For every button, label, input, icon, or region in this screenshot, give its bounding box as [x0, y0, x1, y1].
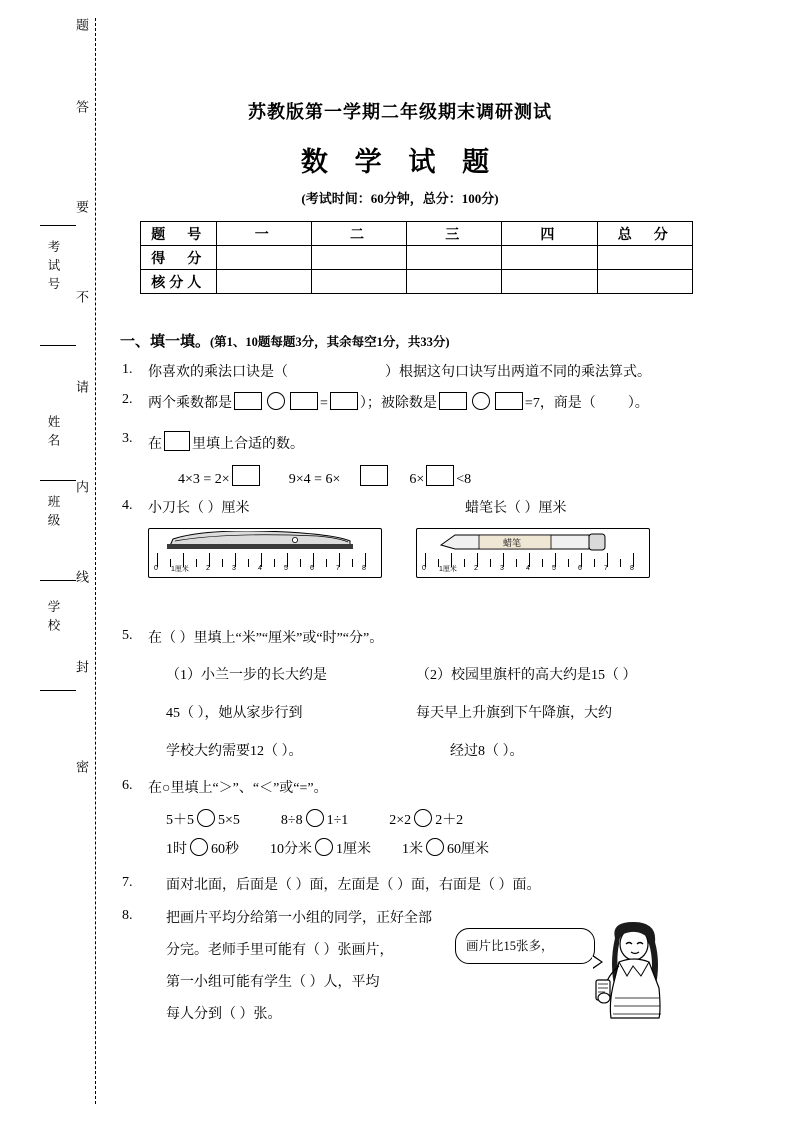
score-cell-input[interactable]	[311, 270, 406, 294]
strip-char-5: 内	[74, 480, 89, 499]
q3-box[interactable]	[164, 431, 190, 451]
strip-char-1: 答	[74, 100, 89, 119]
ruler-left	[148, 528, 382, 578]
q2-box-4[interactable]	[439, 392, 467, 410]
score-cell-input[interactable]	[502, 246, 597, 270]
q6-c2: 2＋2	[435, 813, 464, 828]
score-cell-input[interactable]	[597, 246, 692, 270]
section-heading	[120, 330, 450, 351]
exam-info: (考试时间：60分钟，总分：100分)	[301, 191, 499, 206]
score-cell: 四	[502, 222, 597, 246]
strip-field-school: 学校	[46, 600, 60, 637]
score-cell: 总 分	[597, 222, 692, 246]
q2-text-c: 7，商是（	[532, 396, 596, 411]
question-3	[148, 431, 304, 456]
page-title: 苏教版第一学期二年级期末调研测试	[248, 102, 552, 122]
ruler2-tick-2: 2	[474, 565, 478, 572]
q6-f1: 1米	[402, 842, 423, 857]
q2-text-d: ）。	[627, 396, 649, 411]
section-heading-text: 一、填一填。	[120, 334, 211, 350]
score-cell-input[interactable]	[407, 270, 502, 294]
q6-circle-3[interactable]	[414, 809, 432, 827]
question-5-right-3: 经过8（ ）。	[450, 744, 524, 759]
q3-text-a: 在	[148, 437, 162, 452]
q3-blank-3[interactable]	[426, 465, 454, 486]
strip-rule-2	[40, 480, 76, 481]
ruler-tick-2: 2	[206, 565, 210, 572]
question-5-right-2: 每天早上升旗到下午降旗，大约	[416, 706, 612, 721]
speech-bubble-text: 画片比15张多，	[466, 939, 554, 953]
binding-strip	[0, 0, 118, 1122]
score-cell-input[interactable]	[311, 246, 406, 270]
strip-char-0: 题	[74, 18, 89, 37]
question-5-number: 5.	[122, 628, 133, 643]
question-4-left-label: 小刀长（ ）厘米	[148, 501, 250, 516]
main-content	[120, 0, 793, 1122]
question-2: 两个乘数都是 = ）；被除数是 =7，商是（ ）。	[148, 392, 649, 415]
score-row-label: 核分人	[141, 270, 217, 294]
strip-char-2: 要	[74, 200, 89, 219]
q6-circle-1[interactable]	[197, 809, 215, 827]
q3-blank-2[interactable]	[360, 465, 388, 486]
table-row	[141, 270, 693, 294]
ruler2-tick-7: 7	[604, 565, 608, 572]
score-cell: 一	[216, 222, 311, 246]
strip-char-8: 密	[74, 760, 89, 779]
q6-circle-6[interactable]	[426, 838, 444, 856]
score-cell-input[interactable]	[502, 270, 597, 294]
question-5-text: 在（ ）里填上“米”“厘米”或“时”“分”。	[148, 631, 384, 646]
subject-title: 数 学 试 题	[300, 147, 500, 177]
question-8-number: 8.	[122, 908, 133, 923]
q1-text-b: ）根据这句口诀写出两道不同的乘法算式。	[385, 365, 651, 380]
strip-field-class: 班级	[46, 495, 60, 532]
q6-f2: 60厘米	[447, 842, 489, 857]
question-4-number: 4.	[122, 498, 133, 513]
q2-box-5[interactable]	[495, 392, 523, 410]
score-cell: 二	[311, 222, 406, 246]
strip-rule-3	[40, 580, 76, 581]
ruler-unit-label: 1厘米	[171, 566, 189, 573]
girl-illustration	[575, 920, 685, 1020]
strip-rule-1	[40, 345, 76, 346]
knife-icon	[167, 531, 353, 551]
question-3-number: 3.	[122, 431, 133, 446]
ruler2-unit-label: 1厘米	[439, 566, 457, 573]
question-5-left-2: 45（ ），她从家步行到	[166, 706, 303, 721]
question-8-line-4: 每人分到（ ）张。	[166, 1007, 282, 1022]
strip-rule-0	[40, 225, 76, 226]
q6-b1: 8÷8	[280, 813, 303, 828]
strip-char-4: 请	[74, 380, 89, 399]
q6-c1: 2×2	[389, 813, 412, 828]
crayon-label: 蜡笔	[503, 538, 522, 548]
strip-field-name: 姓名	[46, 415, 60, 452]
score-cell-input[interactable]	[216, 270, 311, 294]
strip-char-7: 封	[74, 660, 89, 679]
ruler2-tick-3: 3	[500, 565, 504, 572]
question-8-line-3: 第一小组可能有学生（ ）人，平均	[166, 975, 380, 990]
ruler-tick-8: 8	[362, 565, 366, 572]
question-7-text: 面对北面，后面是（ ）面，左面是（ ）面，右面是（ ）面。	[166, 878, 541, 893]
strip-rule-4	[40, 690, 76, 691]
q2-text-a: 两个乘数都是	[148, 396, 232, 411]
q6-a2: 5×5	[218, 813, 240, 828]
speech-bubble	[455, 928, 595, 964]
q6-circle-5[interactable]	[315, 838, 333, 856]
question-7-number: 7.	[122, 875, 133, 890]
q2-text-b: ）；被除数是	[359, 396, 437, 411]
ruler-tick-6: 6	[310, 565, 314, 572]
q2-box-1[interactable]	[234, 392, 262, 410]
table-row	[141, 246, 693, 270]
q3-text-b: 里填上合适的数。	[192, 437, 304, 452]
q6-d2: 60秒	[211, 842, 239, 857]
ruler-with-knife	[148, 528, 382, 578]
question-5-right-1: （2）校园里旗杆的高大约是15（ ）	[416, 668, 637, 683]
ruler-right	[416, 528, 650, 578]
question-6-row-2	[166, 838, 489, 861]
question-1	[148, 362, 651, 384]
question-4-right-label: 蜡笔长（ ）厘米	[465, 501, 567, 516]
section-heading-note: (第1、10题每题3分，其余每空1分，共33分)	[210, 335, 450, 349]
ruler-tick-5: 5	[284, 565, 288, 572]
score-cell-input[interactable]	[407, 246, 502, 270]
q3-expr-2: 9×4 = 6×	[288, 472, 341, 487]
question-5-left-1: （1）小兰一步的长大约是	[166, 668, 327, 683]
q2-operator-circle-2[interactable]	[472, 392, 490, 410]
score-cell: 三	[407, 222, 502, 246]
question-2-number: 2.	[122, 392, 133, 407]
q6-a1: 5＋5	[166, 813, 194, 828]
q6-b2: 1÷1	[326, 813, 349, 828]
ruler-tick-0: 0	[154, 565, 158, 572]
q3-expr-1: 4×3 = 2×	[178, 472, 230, 487]
ruler2-tick-6: 6	[578, 565, 582, 572]
q1-text-a: 你喜欢的乘法口诀是（	[148, 365, 288, 380]
question-5-left-3: 学校大约需要12（ ）。	[166, 744, 303, 759]
q6-circle-2[interactable]	[306, 809, 324, 827]
ruler2-tick-4: 4	[526, 565, 530, 572]
crayon-icon	[439, 529, 615, 555]
question-8-line-2: 分完。老师手里可能有（ ）张画片，	[166, 943, 394, 958]
question-8-line-1: 把画片平均分给第一小组的同学，正好全部	[166, 911, 432, 926]
q2-box-3[interactable]	[330, 392, 358, 410]
score-table	[140, 221, 693, 294]
strip-field-exam-no: 考试号	[46, 240, 60, 296]
q3-blank-1[interactable]	[232, 465, 260, 486]
score-cell-input[interactable]	[597, 270, 692, 294]
dashed-vertical-line	[95, 18, 96, 1104]
ruler-tick-4: 4	[258, 565, 262, 572]
strip-char-3: 不	[74, 290, 89, 309]
question-6-text: 在○里填上“＞”、“＜”或“=”。	[148, 781, 328, 796]
q2-box-2[interactable]	[290, 392, 318, 410]
q2-operator-circle-1[interactable]	[267, 392, 285, 410]
score-row-label: 得 分	[141, 246, 217, 270]
ruler2-tick-8: 8	[630, 565, 634, 572]
question-6-row-1	[166, 809, 463, 832]
q6-e2: 1厘米	[336, 842, 371, 857]
q6-e1: 10分米	[270, 842, 312, 857]
score-row-label: 题 号	[141, 222, 217, 246]
question-1-number: 1.	[122, 362, 133, 377]
question-3-line	[178, 465, 471, 491]
score-cell-input[interactable]	[216, 246, 311, 270]
table-row	[141, 222, 693, 246]
q3-expr-4: <8	[456, 472, 472, 487]
ruler-tick-3: 3	[232, 565, 236, 572]
q6-d1: 1时	[166, 842, 187, 857]
question-6-number: 6.	[122, 778, 133, 793]
strip-char-6: 线	[74, 570, 89, 589]
q3-expr-3: 6×	[409, 472, 425, 487]
ruler2-tick-5: 5	[552, 565, 556, 572]
ruler2-tick-0: 0	[422, 565, 426, 572]
ruler-tick-7: 7	[336, 565, 340, 572]
q6-circle-4[interactable]	[190, 838, 208, 856]
ruler-with-crayon	[416, 528, 650, 578]
